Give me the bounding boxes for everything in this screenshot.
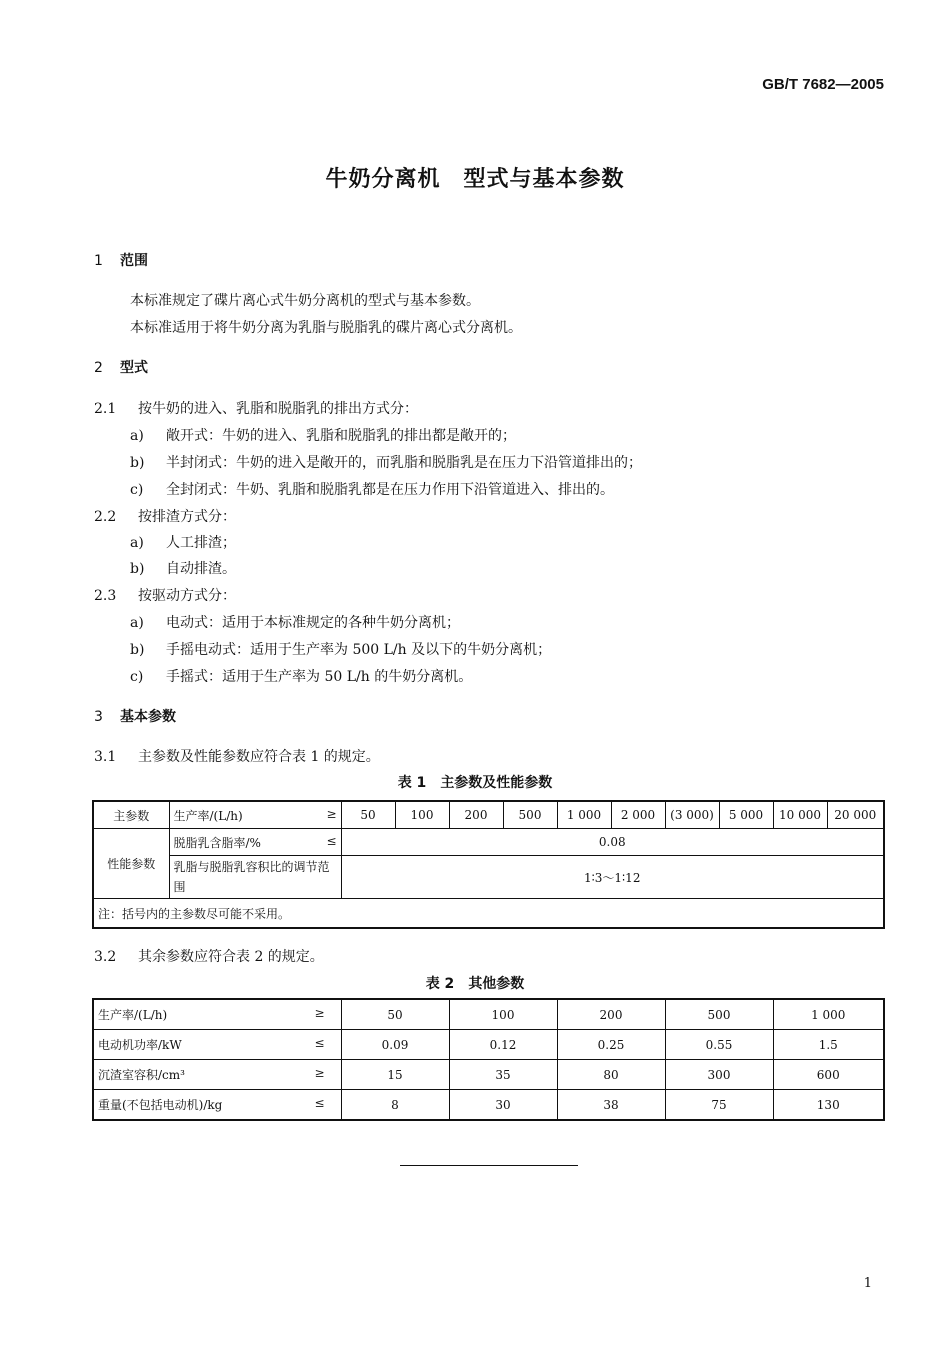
- clause-text: 按驱动方式分：: [138, 588, 236, 604]
- rate-relation: ≥: [326, 806, 337, 821]
- ratio-value: 1∶3～1∶12: [341, 856, 884, 899]
- value-cell: 30: [449, 1090, 557, 1121]
- list-marker: c): [130, 482, 144, 498]
- list-item: [130, 666, 472, 686]
- row-relation: ≥: [314, 1066, 325, 1080]
- section-3-heading: [94, 706, 176, 726]
- end-rule: [400, 1165, 578, 1166]
- value-cell: 15: [341, 1060, 449, 1090]
- value-cell: 35: [449, 1060, 557, 1090]
- clause-number: 2.3: [94, 588, 117, 604]
- clause-3-1: [94, 746, 380, 766]
- list-marker: c): [130, 669, 144, 685]
- value-cell: 8: [341, 1090, 449, 1121]
- rate-cell: 200: [449, 801, 503, 829]
- rate-cell: 2 000: [611, 801, 665, 829]
- standard-code: GB/T 7682—2005: [762, 76, 884, 93]
- clause-number: 3.1: [94, 749, 117, 765]
- list-marker: b): [130, 642, 145, 658]
- rate-cell: 100: [395, 801, 449, 829]
- ratio-label: 乳脂与脱脂乳容积比的调节范围: [169, 856, 341, 899]
- list-item: [130, 425, 516, 445]
- clause-2-1: [94, 398, 418, 418]
- value-cell: 0.55: [665, 1030, 773, 1060]
- value-cell: 130: [773, 1090, 884, 1121]
- row-relation: ≤: [314, 1036, 325, 1050]
- section-title: 基本参数: [120, 709, 176, 725]
- list-marker: b): [130, 455, 145, 471]
- list-text: 半封闭式：牛奶的进入是敞开的，而乳脂和脱脂乳是在压力下沿管道排出的；: [166, 455, 642, 471]
- rate-label: 生产率/(L/h): [173, 808, 243, 823]
- table-title: 其他参数: [468, 976, 525, 992]
- clause-number: 2.2: [94, 509, 117, 525]
- list-text: 手摇电动式：适用于生产率为 500 L/h 及以下的牛奶分离机；: [166, 642, 552, 658]
- table-2-caption: [0, 973, 950, 993]
- value-cell: 100: [449, 999, 557, 1030]
- list-item: [130, 558, 236, 578]
- section-number: 1: [94, 253, 103, 269]
- value-cell: 0.25: [557, 1030, 665, 1060]
- fat-value: 0.08: [341, 829, 884, 856]
- rate-cell: 50: [341, 801, 395, 829]
- rate-cell: 20 000: [827, 801, 884, 829]
- table-row: [93, 1060, 884, 1090]
- value-cell: 600: [773, 1060, 884, 1090]
- list-marker: a): [130, 535, 144, 551]
- value-cell: 75: [665, 1090, 773, 1121]
- row-label-cell: [93, 1060, 341, 1090]
- rate-cell: (3 000): [665, 801, 719, 829]
- clause-number: 2.1: [94, 401, 117, 417]
- table-row: [93, 856, 884, 899]
- list-text: 全封闭式：牛奶、乳脂和脱脂乳都是在压力作用下沿管道进入、排出的。: [166, 482, 614, 498]
- list-text: 人工排渣；: [166, 535, 236, 551]
- row-label-cell: [93, 999, 341, 1030]
- row-label: 重量(不包括电动机)/kg: [98, 1098, 223, 1112]
- list-item: [130, 612, 460, 632]
- value-cell: 0.12: [449, 1030, 557, 1060]
- table-1-caption: [0, 772, 950, 792]
- paragraph: 本标准规定了碟片离心式牛奶分离机的型式与基本参数。: [130, 293, 480, 309]
- rate-cell: 10 000: [773, 801, 827, 829]
- paragraph: 本标准适用于将牛奶分离为乳脂与脱脂乳的碟片离心式分离机。: [130, 320, 522, 336]
- row-label: 电动机功率/kW: [98, 1038, 182, 1052]
- list-item: [130, 452, 642, 472]
- table-row: [93, 1090, 884, 1121]
- section-1-heading: [94, 250, 148, 270]
- list-text: 敞开式：牛奶的进入、乳脂和脱脂乳的排出都是敞开的；: [166, 428, 516, 444]
- value-cell: 38: [557, 1090, 665, 1121]
- clause-text: 主参数及性能参数应符合表 1 的规定。: [138, 749, 380, 765]
- table-number: 表 1: [397, 775, 427, 791]
- list-marker: a): [130, 428, 144, 444]
- rate-cell: 1 000: [557, 801, 611, 829]
- main-param-label: 主参数: [93, 801, 169, 829]
- row-relation: ≥: [314, 1006, 325, 1020]
- value-cell: 80: [557, 1060, 665, 1090]
- fat-label-cell: [169, 829, 341, 856]
- list-text: 电动式：适用于本标准规定的各种牛奶分离机；: [166, 615, 460, 631]
- row-label-cell: [93, 1090, 341, 1121]
- value-cell: 500: [665, 999, 773, 1030]
- table-row: [93, 829, 884, 856]
- list-item: [130, 639, 551, 659]
- section-title: 型式: [120, 360, 148, 376]
- rate-cell: 500: [503, 801, 557, 829]
- row-label: 沉渣室容积/cm³: [98, 1068, 185, 1082]
- table-1: [92, 800, 885, 929]
- clause-2-3: [94, 585, 236, 605]
- page-number: 1: [863, 1276, 872, 1291]
- clause-text: 按排渣方式分：: [138, 509, 236, 525]
- table-number: 表 2: [425, 976, 455, 992]
- row-relation: ≤: [314, 1096, 325, 1110]
- list-item: [130, 479, 614, 499]
- value-cell: 50: [341, 999, 449, 1030]
- clause-text: 其余参数应符合表 2 的规定。: [138, 949, 324, 965]
- table-row: [93, 801, 884, 829]
- list-text: 自动排渣。: [166, 561, 236, 577]
- document-title: 牛奶分离机 型式与基本参数: [325, 167, 625, 192]
- clause-2-2: [94, 506, 236, 526]
- row-label-cell: [93, 1030, 341, 1060]
- value-cell: 300: [665, 1060, 773, 1090]
- list-text: 手摇式：适用于生产率为 50 L/h 的牛奶分离机。: [166, 669, 473, 685]
- section-title: 范围: [120, 253, 148, 269]
- clause-number: 3.2: [94, 949, 117, 965]
- value-cell: 0.09: [341, 1030, 449, 1060]
- section-number: 2: [94, 360, 103, 376]
- row-label: 生产率/(L/h): [98, 1008, 168, 1022]
- table-row: [93, 1030, 884, 1060]
- perf-param-label: 性能参数: [93, 829, 169, 899]
- clause-text: 按牛奶的进入、乳脂和脱脂乳的排出方式分：: [138, 401, 418, 417]
- value-cell: 200: [557, 999, 665, 1030]
- value-cell: 1.5: [773, 1030, 884, 1060]
- table-2: [92, 998, 885, 1121]
- section-number: 3: [94, 709, 103, 725]
- list-marker: b): [130, 561, 145, 577]
- fat-relation: ≤: [326, 833, 337, 848]
- rate-cell: 5 000: [719, 801, 773, 829]
- rate-label-cell: [169, 801, 341, 829]
- fat-label: 脱脂乳含脂率/%: [173, 835, 261, 850]
- list-marker: a): [130, 615, 144, 631]
- table-row: [93, 899, 884, 929]
- table-row: [93, 999, 884, 1030]
- value-cell: 1 000: [773, 999, 884, 1030]
- section-2-heading: [94, 357, 148, 377]
- list-item: [130, 532, 236, 552]
- table-note: 注：括号内的主参数尽可能不采用。: [93, 899, 884, 929]
- table-title: 主参数及性能参数: [440, 775, 553, 791]
- clause-3-2: [94, 946, 324, 966]
